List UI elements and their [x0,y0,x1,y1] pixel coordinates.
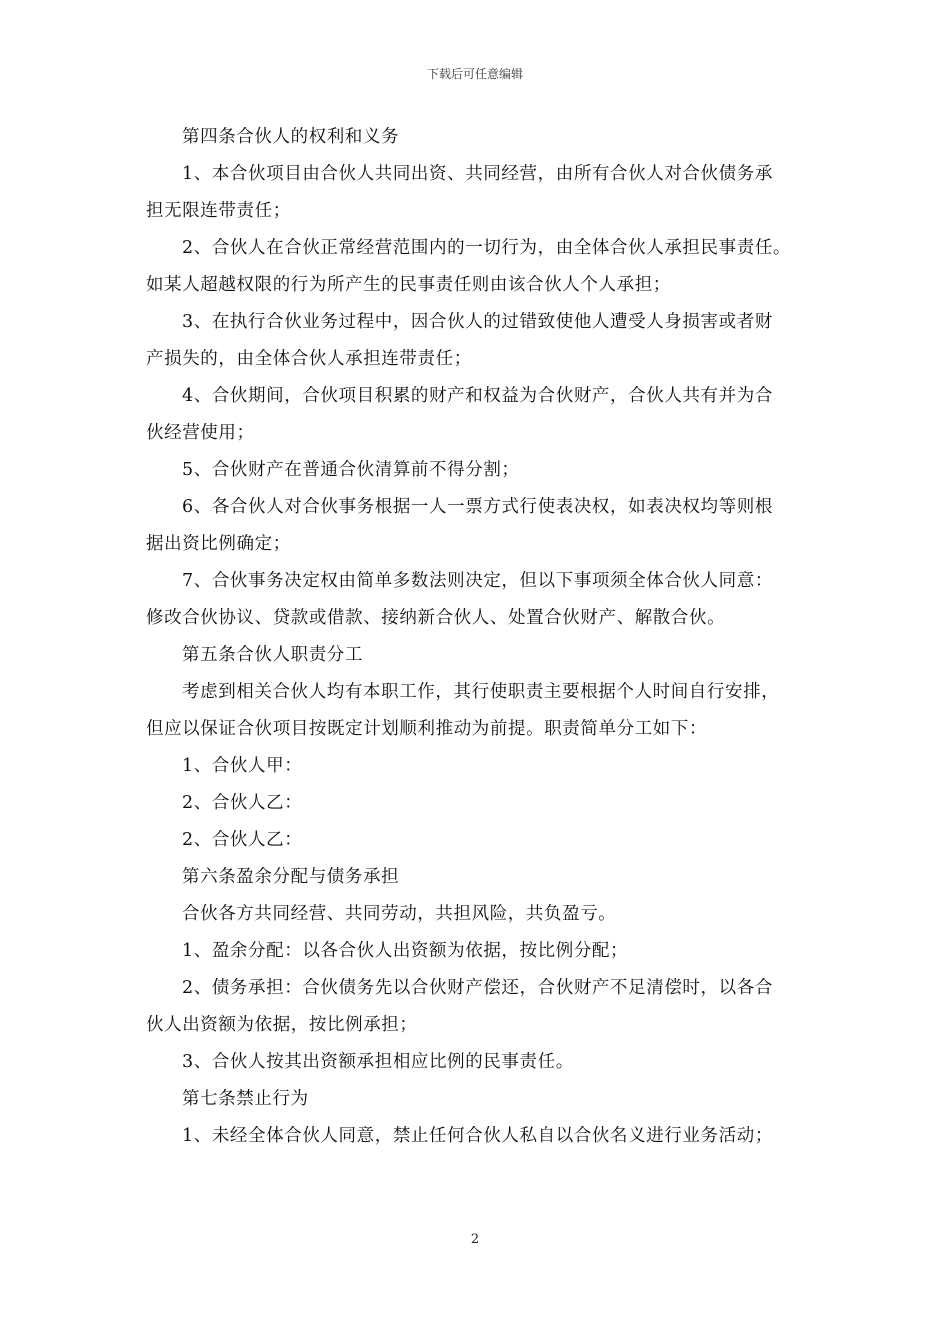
article-4-item-2 [146,230,811,304]
article-6-intro: 合伙各方共同经营、共同劳动，共担风险，共负盈亏。 [182,904,617,924]
article-4-item-1 [146,156,811,230]
line: 担无限连带责任； [146,201,291,221]
line: 修改合伙协议、贷款或借款、接纳新合伙人、处置合伙财产、解散合伙。 [146,608,726,628]
line: 6、各合伙人对合伙事务根据一人一票方式行使表决权，如表决权均等则根 [182,497,773,517]
article-5-heading: 第五条合伙人职责分工 [182,645,363,665]
article-4-item-5: 5、合伙财产在普通合伙清算前不得分割； [182,460,520,480]
article-4-item-4 [146,378,811,452]
page-header: 下载后可任意编辑 [426,67,523,81]
line: 产损失的，由全体合伙人承担连带责任； [146,349,472,369]
article-5-item-2: 2、合伙人乙： [182,793,303,813]
article-6-item-1: 1、盈余分配：以各合伙人出资额为依据，按比例分配； [182,941,629,961]
line: 4、合伙期间，合伙项目积累的财产和权益为合伙财产，合伙人共有并为合 [182,386,773,406]
line: 伙经营使用； [146,423,255,443]
article-6-heading: 第六条盈余分配与债务承担 [182,867,400,887]
line: 如某人超越权限的行为所产生的民事责任则由该合伙人个人承担； [146,275,671,295]
article-4-heading: 第四条合伙人的权利和义务 [182,127,400,147]
article-4-item-7 [146,563,811,637]
page-number: 2 [470,1232,480,1247]
article-5-item-1: 1、合伙人甲： [182,756,303,776]
article-7-heading: 第七条禁止行为 [182,1089,309,1109]
article-5-intro [146,674,811,748]
line: 考虑到相关合伙人均有本职工作，其行使职责主要根据个人时间自行安排， [182,682,780,702]
article-6-item-3: 3、合伙人按其出资额承担相应比例的民事责任。 [182,1052,574,1072]
article-5-item-3: 2、合伙人乙： [182,830,303,850]
line: 3、在执行合伙业务过程中，因合伙人的过错致使他人遭受人身损害或者财 [182,312,773,332]
line: 据出资比例确定； [146,534,291,554]
article-4-item-6 [146,489,811,563]
line: 1、本合伙项目由合伙人共同出资、共同经营，由所有合伙人对合伙债务承 [182,164,773,184]
line: 2、债务承担：合伙债务先以合伙财产偿还，合伙财产不足清偿时，以各合 [182,978,773,998]
line: 但应以保证合伙项目按既定计划顺利推动为前提。职责简单分工如下： [146,719,708,739]
article-7-item-1: 1、未经全体合伙人同意，禁止任何合伙人私自以合伙名义进行业务活动； [182,1126,773,1146]
document-body [146,119,811,1155]
line: 2、合伙人在合伙正常经营范围内的一切行为，由全体合伙人承担民事责任。 [182,238,792,258]
line: 伙人出资额为依据，按比例承担； [146,1015,418,1035]
article-6-item-2 [146,970,811,1044]
article-4-item-3 [146,304,811,378]
line: 7、合伙事务决定权由简单多数法则决定，但以下事项须全体合伙人同意： [182,571,773,591]
